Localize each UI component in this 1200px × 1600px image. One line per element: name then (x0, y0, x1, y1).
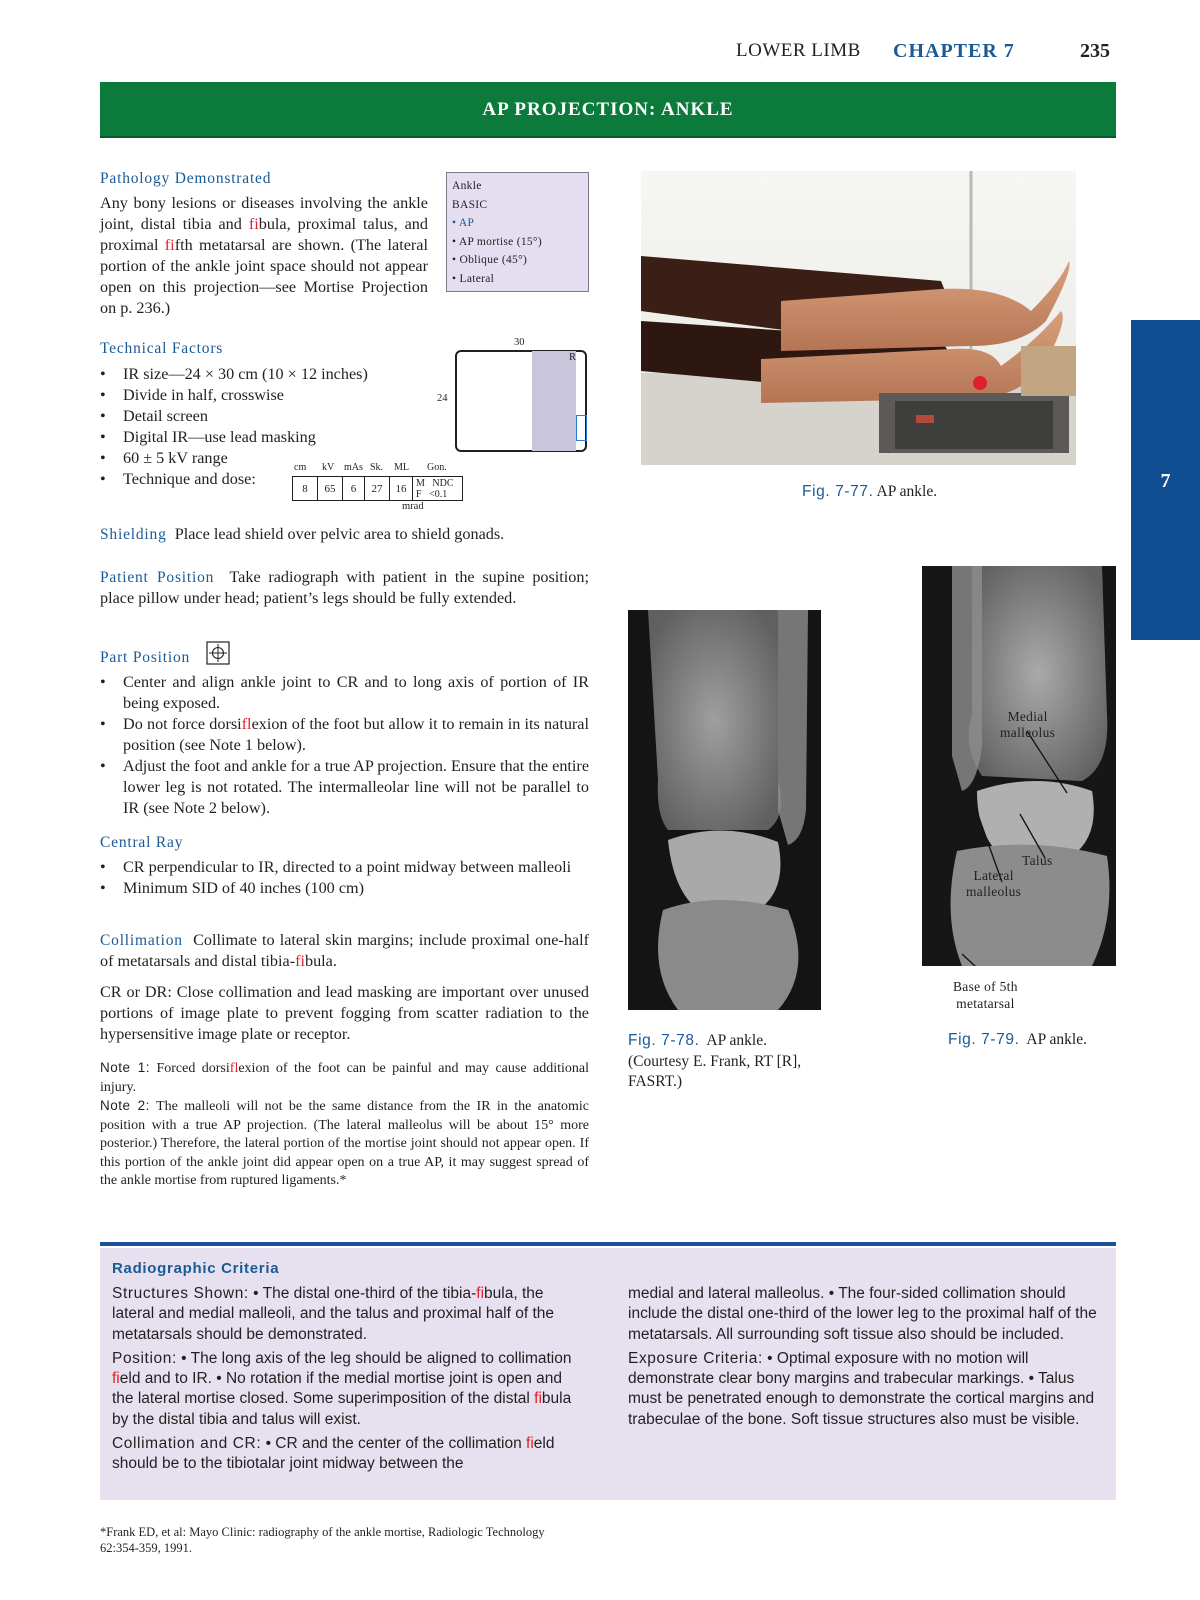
list-item: • Technique and dose: (100, 469, 430, 490)
routine-box (446, 172, 589, 292)
list-item: • Center and align ankle joint to CR and to long axis of portion of IR being exposed. (100, 672, 589, 714)
list-item: • Divide in half, crosswise (100, 385, 430, 406)
lateral-malleolus-label: Lateral malleolus (966, 868, 1022, 899)
fig-78-caption: Fig. 7-78. AP ankle. (Courtesy E. Frank, RT [R], FASRT.) (628, 1032, 802, 1090)
list-item: • Detail screen (100, 406, 430, 427)
ir-height-label: 24 (437, 393, 448, 404)
chapter-side-tab-number: 7 (1160, 470, 1171, 492)
technique-table (292, 476, 463, 501)
criteria-exposure: Exposure Criteria: • Optimal exposure with no motion will demonstrate clear bony margins and trabecular markings. • Talus must be penetrated enough to demonstrate the cortical margins and trabeculae of the bone. Soft tissue structures also must be visible. (628, 1349, 1095, 1428)
routine-item: • Oblique (45°) (452, 251, 583, 270)
dose-unit: mrad (402, 501, 424, 512)
criteria-title: Radiographic Criteria (112, 1260, 280, 1277)
list-item: • Digital IR—use lead masking (100, 427, 430, 448)
criteria-collimation: Collimation and CR: • CR and the center of the collimation field should be to the tibiotalar joint midway between the (112, 1435, 555, 1473)
pathology-text: Any bony lesions or diseases involving the ankle joint, distal tibia and fibula, proximal talus, and proximal fifth metatarsal are shown. (The lateral portion of the ankle joint space should not appear open on this projection—see Mortise Projection on p. 236.) (100, 194, 428, 317)
routine-title: Ankle (452, 180, 482, 192)
part-position-heading: Part Position (100, 649, 191, 666)
technique-header: ML (394, 462, 409, 473)
ap-ankle-positioning-photo (641, 171, 1076, 465)
title-banner (100, 82, 1116, 138)
note-1: Note 1: Forced dorsiflexion of the foot can be painful and may cause additional injury. (100, 1060, 589, 1095)
technical-factors-heading: Technical Factors (100, 340, 224, 357)
ir-side-marker: R (569, 352, 577, 363)
routine-item: • Lateral (452, 270, 583, 289)
crosshair-positioning-icon (206, 641, 230, 665)
technique-cell: 8 (293, 477, 318, 501)
list-item: • Adjust the foot and ankle for a true AP projection. Ensure that the entire lower leg is not rotated. The intermalleolar line will not be parallel to IR (see Note 2 below). (100, 756, 589, 819)
list-item: • CR perpendicular to IR, directed to a point midway between malleoli (100, 857, 589, 878)
criteria-structures: Structures Shown: • The distal one-third of the tibia-fibula, the lateral and medial malleoli, and the talus and proximal half of the metatarsals should be demonstrated. (112, 1285, 555, 1343)
list-item: • IR size—24 × 30 cm (10 × 12 inches) (100, 364, 430, 385)
routine-item: • AP (452, 214, 583, 233)
technique-header: Gon. (427, 462, 447, 473)
pathology-heading: Pathology Demonstrated (100, 170, 272, 187)
gonad-dose-cell: M NDC F <0.1 (413, 477, 463, 501)
shielding-heading: Shielding (100, 526, 167, 543)
part-position-list (100, 672, 589, 819)
criteria-left-column (112, 1284, 582, 1475)
technique-cell: 27 (365, 477, 390, 501)
footnote: *Frank ED, et al: Mayo Clinic: radiography of the ankle mortise, Radiologic Technology 62:354-359, 1991. (100, 1525, 545, 1555)
criteria-position: Position: • The long axis of the leg should be aligned to collimation field and to IR. • No rotation if the medial mortise joint is open and the lateral mortise closed. Some superimposition of the distal fibula by the distal tibia and talus will exist. (112, 1349, 572, 1428)
routine-item: • AP mortise (15°) (452, 233, 583, 252)
technique-cell: 65 (318, 477, 343, 501)
technique-headers (292, 462, 472, 476)
criteria-rule (100, 1242, 1116, 1246)
criteria-collimation-cont: medial and lateral malleolus. • The four-sided collimation should include the distal one-third of the lower leg to the proximal half of the metatarsals. All surrounding soft tissue also should be included. (628, 1285, 1097, 1343)
base-of-5th-metatarsal-label: Base of 5th metatarsal (953, 979, 1018, 1011)
cr-dr-note: CR or DR: Close collimation and lead masking are important over unused portions of image plate to prevent fogging from scatter radiation to the hypersensitive image plate or receptor. (100, 983, 589, 1043)
chapter-label: CHAPTER 7 (893, 40, 1015, 62)
ap-ankle-radiograph (628, 610, 821, 1010)
shielding-section: Shielding Place lead shield over pelvic area to shield gonads. (100, 525, 505, 543)
ap-ankle-labeled-radiograph (922, 566, 1116, 966)
ir-width-label: 30 (514, 337, 525, 348)
patient-position-section: Patient Position Take radiograph with patient in the supine position; place pillow under head; patient’s legs should be fully extended. (100, 568, 589, 607)
ir-exposed-half (532, 351, 576, 451)
note-2: Note 2: The malleoli will not be the same distance from the IR in the anatomic position with a true AP projection. (The lateral malleolus will be about 15° more posterior.) Therefore, the lateral portion of the mortise joint should not appear open. If this portion of the ankle joint did appear open on a true AP, it may suggest spread of the ankle mortise from ruptured ligaments.* (100, 1098, 589, 1188)
technique-header: cm (294, 462, 307, 473)
technique-cell: 16 (390, 477, 413, 501)
notes-section (100, 1059, 589, 1191)
collimation-heading: Collimation (100, 932, 183, 949)
list-item: • 60 ± 5 kV range (100, 448, 430, 469)
central-ray-heading: Central Ray (100, 834, 184, 851)
collimation-section: Collimation Collimate to lateral skin margins; include proximal one-half of metatarsals and distal tibia-fibula. (100, 931, 589, 970)
technique-header: Sk. (370, 462, 384, 473)
fig-77-caption: Fig. 7-77. AP ankle. (802, 483, 938, 500)
criteria-right-column (628, 1284, 1103, 1430)
technique-header: kV (322, 462, 335, 473)
routine-subtitle: BASIC (452, 198, 488, 211)
technique-header: mAs (344, 462, 363, 473)
fig-79-caption: Fig. 7-79. AP ankle. (948, 1031, 1087, 1048)
central-ray-list (100, 857, 589, 899)
medial-malleolus-label: Medial malleolus (1000, 709, 1056, 740)
list-item: • Do not force dorsiflexion of the foot but allow it to remain in its natural position (see Note 1 below). (100, 714, 589, 756)
chapter-side-tab (1131, 320, 1200, 640)
radiographic-criteria-box (100, 1248, 1116, 1500)
page-number: 235 (1080, 40, 1110, 62)
talus-label: Talus (1022, 853, 1053, 868)
page-title: AP PROJECTION: ANKLE (482, 99, 734, 120)
list-item: • Minimum SID of 40 inches (100 cm) (100, 878, 589, 899)
running-head: LOWER LIMB (736, 40, 861, 61)
ir-id-blocker (576, 415, 587, 441)
technique-cell: 6 (343, 477, 365, 501)
patient-position-heading: Patient Position (100, 569, 215, 586)
